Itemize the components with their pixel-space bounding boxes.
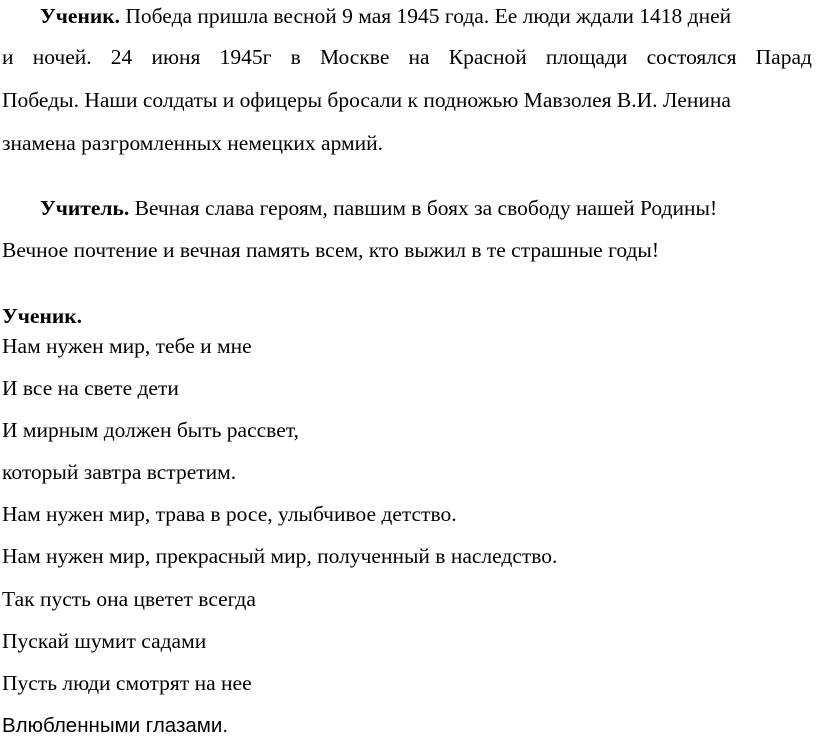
poem-line: Нам нужен мир, трава в росе, улыбчивое детство. bbox=[2, 502, 457, 526]
poem-line: Влюбленными глазами. bbox=[2, 714, 229, 737]
poem-speaker: Ученик. bbox=[2, 304, 82, 328]
intro-word: 1945г bbox=[219, 45, 272, 69]
intro-word: на bbox=[408, 45, 430, 69]
intro-word: ночей. bbox=[32, 45, 92, 69]
poem-line: который завтра встретим. bbox=[2, 460, 237, 484]
poem-line: И мирным должен быть рассвет, bbox=[2, 418, 299, 442]
intro-word: Парад bbox=[755, 45, 812, 69]
intro-word: июня bbox=[151, 45, 201, 69]
intro-word: состоялся bbox=[646, 45, 737, 69]
intro-word: Красной bbox=[448, 45, 527, 69]
intro-word: площади bbox=[545, 45, 628, 69]
intro-line-2 bbox=[2, 47, 812, 69]
intro-line-3: Победы. Наши солдаты и офицеры бросали к подножью Мавзолея В.И. Ленина bbox=[2, 88, 731, 112]
poem-line: Нам нужен мир, прекрасный мир, полученный в наследство. bbox=[2, 544, 558, 568]
intro-word: Москве bbox=[319, 45, 390, 69]
teacher-speaker: Учитель. bbox=[40, 196, 130, 220]
poem-line: Нам нужен мир, тебе и мне bbox=[2, 334, 252, 358]
poem-line: Пусть люди смотрят на нее bbox=[2, 671, 252, 695]
intro-line-4: знамена разгромленных немецких армий. bbox=[2, 131, 384, 155]
intro-line-1-text: Победа пришла весной 9 мая 1945 года. Ее люди ждали 1418 дней bbox=[125, 4, 732, 28]
intro-speaker: Ученик. bbox=[40, 4, 120, 28]
poem-line: Так пусть она цветет всегда bbox=[2, 587, 256, 611]
intro-word: 24 bbox=[110, 45, 133, 69]
teacher-line-2: Вечное почтение и вечная память всем, кто выжил в те страшные годы! bbox=[2, 238, 660, 262]
poem-line: И все на свете дети bbox=[2, 376, 179, 400]
intro-word: и bbox=[2, 45, 14, 69]
teacher-line-1-text: Вечная слава героям, павшим в боях за свободу нашей Родины! bbox=[134, 196, 718, 220]
poem-line: Пускай шумит садами bbox=[2, 629, 207, 653]
intro-line-1 bbox=[2, 6, 812, 28]
teacher-line-1 bbox=[40, 198, 717, 220]
intro-word: в bbox=[290, 45, 301, 69]
